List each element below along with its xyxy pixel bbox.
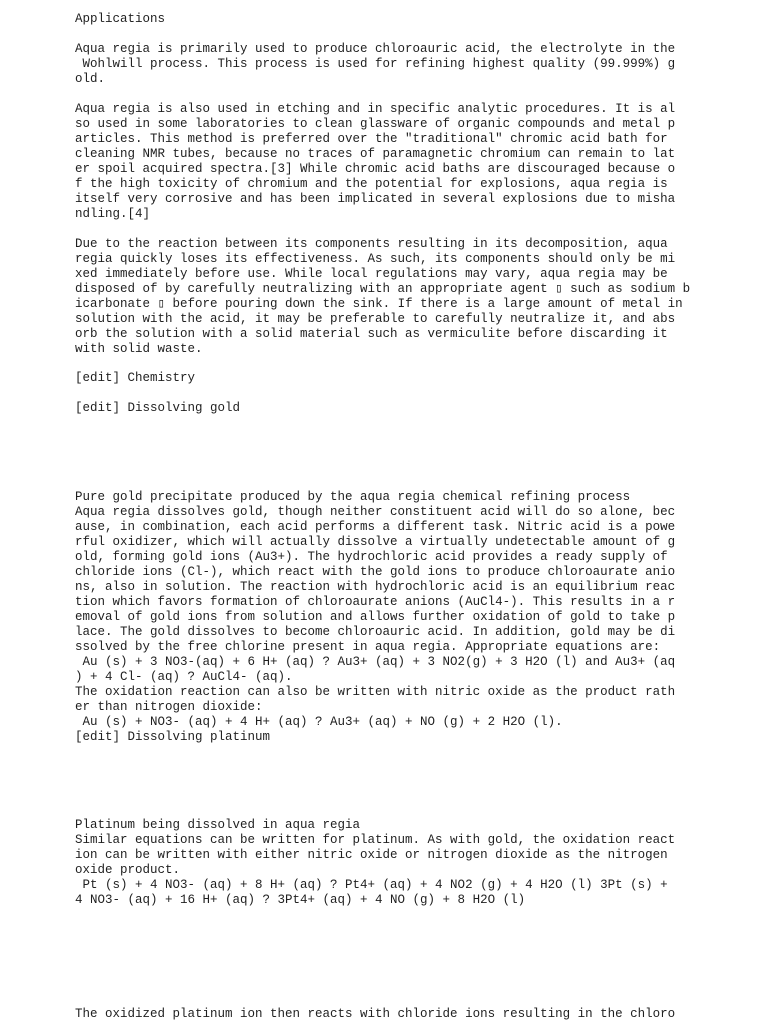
paragraph-line: Aqua regia is also used in etching and in specific analytic procedures. It is al (75, 102, 676, 116)
paragraph-line: Wohlwill process. This process is used for refining highest quality (99.999%) g (75, 57, 676, 71)
paragraph-line: disposed of by carefully neutralizing with an appropriate agent ▯ such as sodium b (75, 282, 691, 296)
paragraph-line: lace. The gold dissolves to become chloroauric acid. In addition, gold may be di (75, 625, 676, 639)
paragraph-line: tion which favors formation of chloroaurate anions (AuCl4-). This results in a r (75, 595, 676, 609)
section-heading-dissolving-gold: [edit] Dissolving gold (75, 401, 241, 415)
paragraph-line: The oxidized platinum ion then reacts with chloride ions resulting in the chloro (75, 1007, 676, 1021)
equation-line: Pt (s) + 4 NO3- (aq) + 8 H+ (aq) ? Pt4+ (aq) + 4 NO2 (g) + 4 H2O (l) 3Pt (s) + (75, 878, 668, 892)
paragraph-line: orb the solution with a solid material such as vermiculite before discarding it (75, 327, 668, 341)
paragraph-line: Aqua regia dissolves gold, though neither constituent acid will do so alone, bec (75, 505, 676, 519)
paragraph-line: xed immediately before use. While local regulations may vary, aqua regia may be (75, 267, 668, 281)
equation-line: Au (s) + NO3- (aq) + 4 H+ (aq) ? Au3+ (aq) + NO (g) + 2 H2O (l). (75, 715, 563, 729)
paragraph-line: The oxidation reaction can also be written with nitric oxide as the product rath (75, 685, 676, 699)
equation-line: Au (s) + 3 NO3-(aq) + 6 H+ (aq) ? Au3+ (aq) + 3 NO2(g) + 3 H2O (l) and Au3+ (aq (75, 655, 676, 669)
paragraph-line: ion can be written with either nitric oxide or nitrogen dioxide as the nitrogen (75, 848, 668, 862)
paragraph-line: so used in some laboratories to clean glassware of organic compounds and metal p (75, 117, 676, 131)
image-caption-platinum: Platinum being dissolved in aqua regia (75, 818, 361, 832)
paragraph-line: articles. This method is preferred over the "traditional" chromic acid bath for (75, 132, 668, 146)
paragraph-line: old, forming gold ions (Au3+). The hydrochloric acid provides a ready supply of (75, 550, 668, 564)
paragraph-line: f the high toxicity of chromium and the potential for explosions, aqua regia is (75, 177, 668, 191)
paragraph-line: er than nitrogen dioxide: (75, 700, 263, 714)
paragraph-line: emoval of gold ions from solution and allows further oxidation of gold to take p (75, 610, 676, 624)
paragraph-line: ssolved by the free chlorine present in aqua regia. Appropriate equations are: (75, 640, 661, 654)
paragraph-line: old. (75, 72, 106, 86)
equation-line: 4 NO3- (aq) + 16 H+ (aq) ? 3Pt4+ (aq) + 4 NO (g) + 8 H2O (l) (75, 893, 526, 907)
paragraph-line: ndling.[4] (75, 207, 151, 221)
equation-line: ) + 4 Cl- (aq) ? AuCl4- (aq). (75, 670, 293, 684)
paragraph-line: ns, also in solution. The reaction with hydrochloric acid is an equilibrium reac (75, 580, 676, 594)
paragraph-line: cleaning NMR tubes, because no traces of paramagnetic chromium can remain to lat (75, 147, 676, 161)
paragraph-line: icarbonate ▯ before pouring down the sink. If there is a large amount of metal in (75, 297, 683, 311)
paragraph-line: solution with the acid, it may be preferable to carefully neutralize it, and abs (75, 312, 676, 326)
image-caption-gold: Pure gold precipitate produced by the aqua regia chemical refining process (75, 490, 631, 504)
paragraph-line: chloride ions (Cl-), which react with the gold ions to produce chloroaurate anio (75, 565, 676, 579)
paragraph-line: itself very corrosive and has been implicated in several explosions due to misha (75, 192, 676, 206)
section-heading-applications: Applications (75, 12, 166, 26)
paragraph-line: ause, in combination, each acid performs a different task. Nitric acid is a powe (75, 520, 676, 534)
paragraph-line: oxide product. (75, 863, 181, 877)
paragraph-line: rful oxidizer, which will actually dissolve a virtually undetectable amount of g (75, 535, 676, 549)
paragraph-line: with solid waste. (75, 342, 203, 356)
paragraph-line: regia quickly loses its effectiveness. As such, its components should only be mi (75, 252, 676, 266)
paragraph-line: Due to the reaction between its components resulting in its decomposition, aqua (75, 237, 668, 251)
paragraph-line: er spoil acquired spectra.[3] While chromic acid baths are discouraged because o (75, 162, 676, 176)
section-heading-chemistry: [edit] Chemistry (75, 371, 196, 385)
paragraph-line: Similar equations can be written for platinum. As with gold, the oxidation react (75, 833, 676, 847)
section-heading-dissolving-platinum: [edit] Dissolving platinum (75, 730, 271, 744)
paragraph-line: Aqua regia is primarily used to produce chloroauric acid, the electrolyte in the (75, 42, 676, 56)
